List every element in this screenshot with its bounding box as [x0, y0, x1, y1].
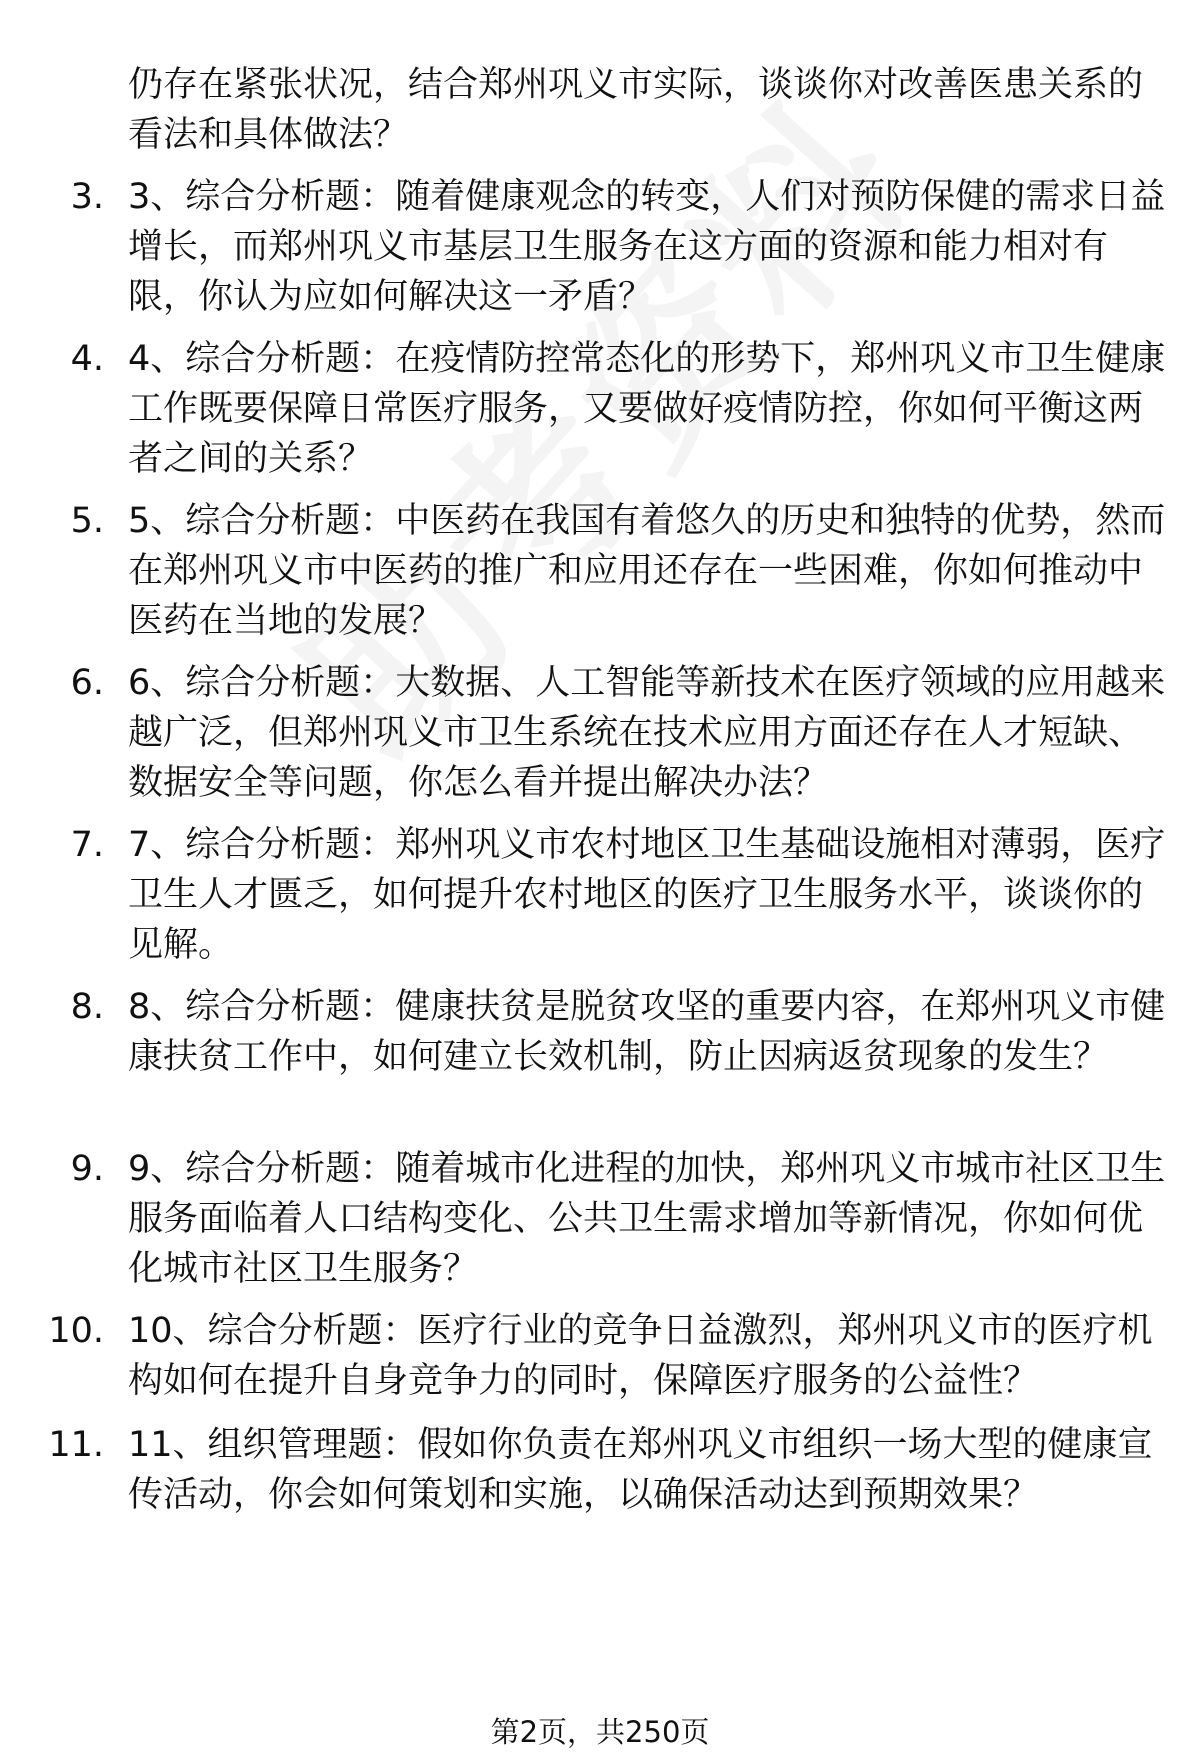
question-text: 11、组织管理题：假如你负责在郑州巩义市组织一场大型的健康宣传活动，你会如何策划和实施，以确保活动达到预期效果？: [128, 1425, 1153, 1515]
question-number: 8.: [70, 987, 104, 1027]
page-footer: 第2页，共250页: [490, 1715, 710, 1749]
question-number: 6.: [70, 663, 104, 703]
question-text: 3、综合分析题：随着健康观念的转变，人们对预防保健的需求日益增长，而郑州巩义市基层卫生服务在这方面的资源和能力相对有限，你认为应如何解决这一矛盾？: [128, 177, 1166, 317]
question-number: 3.: [70, 177, 104, 217]
question-text: 5、综合分析题：中医药在我国有着悠久的历史和独特的优势，然而在郑州巩义市中医药的推广和应用还存在一些困难，你如何推动中医药在当地的发展？: [128, 501, 1166, 641]
question-text: 8、综合分析题：健康扶贫是脱贫攻坚的重要内容，在郑州巩义市健康扶贫工作中，如何建立长效机制，防止因病返贫现象的发生？: [128, 987, 1166, 1077]
question-number: 11.: [48, 1425, 104, 1465]
question-text: 10、综合分析题：医疗行业的竞争日益激烈，郑州巩义市的医疗机构如何在提升自身竞争力的同时，保障医疗服务的公益性？: [128, 1311, 1153, 1401]
question-number: 9.: [70, 1149, 104, 1189]
question-number: 7.: [70, 825, 104, 865]
intro-paragraph: 仍存在紧张状况，结合郑州巩义市实际，谈谈你对改善医患关系的看法和具体做法？: [128, 65, 1144, 155]
question-text: 7、综合分析题：郑州巩义市农村地区卫生基础设施相对薄弱，医疗卫生人才匮乏，如何提升农村地区的医疗卫生服务水平，谈谈你的见解。: [128, 825, 1166, 965]
question-number: 4.: [70, 339, 104, 379]
question-text: 4、综合分析题：在疫情防控常态化的形势下，郑州巩义市卫生健康工作既要保障日常医疗服务，又要做好疫情防控，你如何平衡这两者之间的关系？: [128, 339, 1166, 479]
question-text: 9、综合分析题：随着城市化进程的加快，郑州巩义市城市社区卫生服务面临着人口结构变化、公共卫生需求增加等新情况，你如何优化城市社区卫生服务？: [128, 1149, 1166, 1289]
question-number: 5.: [70, 501, 104, 541]
question-number: 10.: [48, 1311, 104, 1351]
question-text: 6、综合分析题：大数据、人工智能等新技术在医疗领域的应用越来越广泛，但郑州巩义市卫生系统在技术应用方面还存在人才短缺、数据安全等问题，你怎么看并提出解决办法？: [128, 663, 1166, 803]
